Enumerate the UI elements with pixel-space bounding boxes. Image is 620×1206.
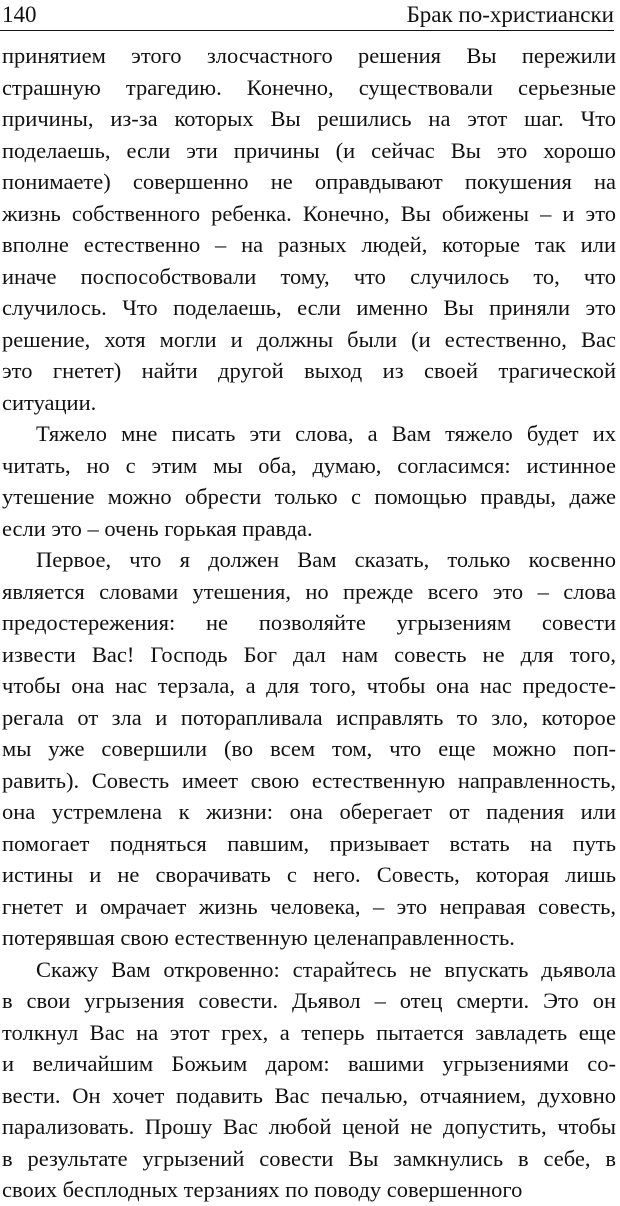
text-line: потерявшая свою естественную целенаправленность. [2,925,515,950]
paragraph [2,954,616,1206]
text-line: вести. Он хочет подавить Вас печалью, отчаянием, духовно [2,1082,616,1108]
text-line: чтобы она нас терзала, а для того, чтобы она нас предосте- [2,673,616,698]
text-line: решение, хотя могли и должны были (и естественно, Вас [2,326,616,352]
text-line: предостережения: не позволяйте угрызениям совести [2,610,616,635]
text-line: поделаешь, если эти причины (и сейчас Вы это хорошо [2,137,616,163]
text-line: иначе поспособствовали тому, что случилось то, что [2,263,616,289]
page-header [2,0,614,30]
text-line: в свои угрызения совести. Дьявол – отец смерти. Это он [2,988,616,1013]
text-line: страшную трагедию. Конечно, существовали серьезные [2,74,616,100]
text-line: толкнул Вас на этот грех, а теперь пытается завладеть еще [2,1019,616,1045]
text-line: мы уже совершили (во всем том, что еще можно поп- [2,736,616,761]
running-title: Брак по-христиански [406,2,614,27]
text-line: она устремлена к жизни: она оберегает от падения или [2,799,616,824]
text-line: если это – очень горькая правда. [2,515,313,541]
text-line: Скажу Вам откровенно: старайтесь не впускать дьявола [36,956,616,982]
page-number: 140 [2,2,37,27]
text-line: понимаете) совершенно не оправдывают покушения на [2,169,616,194]
text-line: и величайшим Божьим даром: вашими угрызениями со- [2,1051,616,1076]
text-line: ситуации. [2,389,97,415]
text-line: извести Вас! Господь Бог дал нам совесть не для того, [2,641,616,667]
text-line: жизнь собственного ребенка. Конечно, Вы обижены – и это [2,200,616,226]
text-line: гнетет и омрачает жизнь человека, – это неправая совесть, [2,893,616,919]
header-rule [0,30,614,31]
text-line: в результате угрызений совести Вы замкнулись в себе, в [2,1145,616,1171]
text-line: истины и не сворачивать с него. Совесть, которая лишь [2,862,616,887]
text-line: регала от зла и поторапливала исправлять то зло, которое [2,704,616,730]
paragraph [2,40,616,418]
text-line: принятием этого злосчастного решения Вы пережили [2,43,616,68]
text-line: случилось. Что поделаешь, если именно Вы приняли это [2,295,616,320]
text-line: Тяжело мне писать эти слова, а Вам тяжело будет их [36,421,616,446]
text-line: Первое, что я должен Вам сказать, только косвенно [36,547,616,572]
paragraph [2,544,616,954]
text-line: своих бесплодных терзаниях по поводу совершенного [2,1177,523,1202]
text-line: помогает подняться павшим, призывает встать на путь [2,830,616,856]
text-line: это гнетет) найти другой выход из своей трагической [2,358,616,383]
text-line: читать, но с этим мы оба, думаю, согласимся: истинное [2,452,616,478]
text-line: причины, из-за которых Вы решились на этот шаг. Что [2,106,616,131]
body-text [2,40,616,1206]
paragraph [2,418,616,544]
text-line: равить). Совесть имеет свою естественную направленность, [2,767,616,793]
text-line: является словами утешения, но прежде всего это – слова [2,578,616,604]
text-line: парализовать. Прошу Вас любой ценой не допустить, чтобы [2,1114,616,1139]
text-line: вполне естественно – на разных людей, которые так или [2,232,616,257]
text-line: утешение можно обрести только с помощью правды, даже [2,484,616,509]
